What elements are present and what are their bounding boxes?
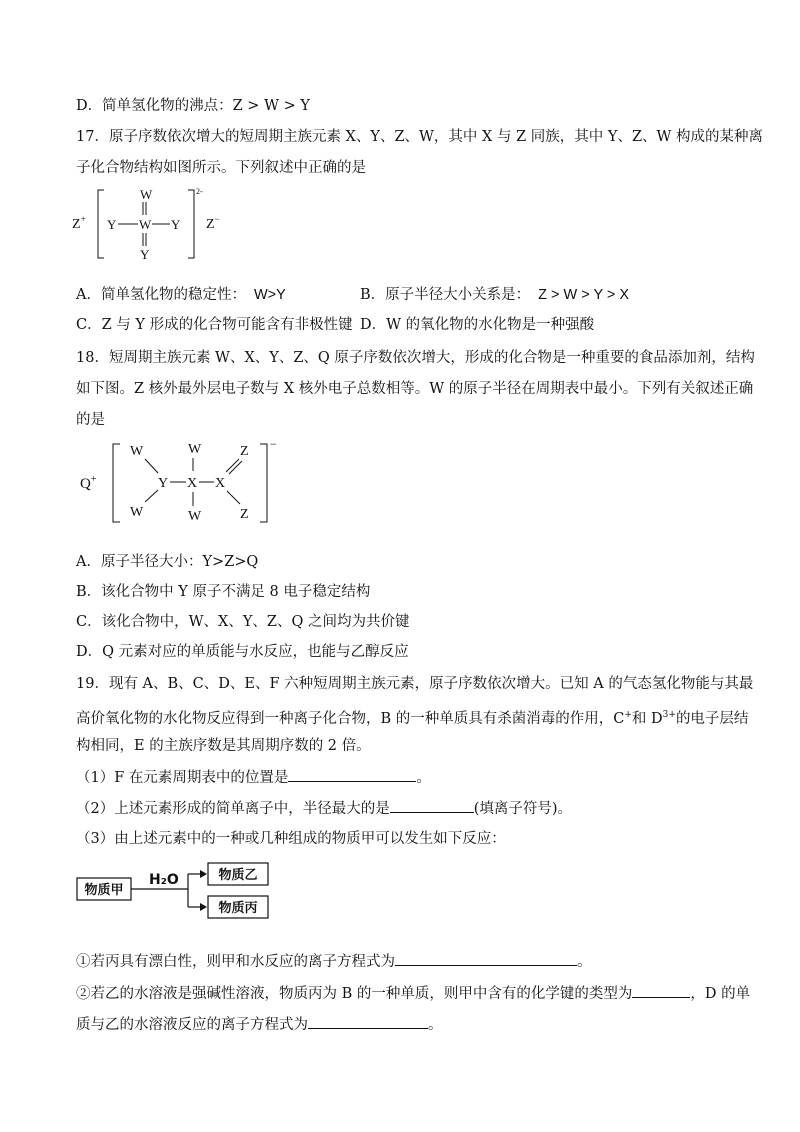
q19-answer-blank-1[interactable] [288,767,416,782]
q19-answer-blank-2[interactable] [390,798,474,813]
q18-option-a: A．原子半径大小：Y>Z>Q [76,554,259,570]
q19-stem-line2 [76,705,748,729]
q18-x-right: X [215,476,226,491]
q17-option-b-formula: Z > W > Y > X [538,287,630,303]
q19-answer-blank-4[interactable] [632,983,690,998]
q19-part3: （3）由上述元素中的一种或几种组成的物质甲可以发生如下反应： [76,831,506,847]
q18-structure-diagram [72,436,292,528]
q17-y-bottom: Y [140,247,150,262]
q18-w-bottom: W [188,509,202,524]
q18-w-upper-left: W [130,444,144,459]
q19-subpart3-text: 质与乙的水溶液反应的离子方程式为 [76,1017,308,1033]
q17-option-c: C．Z 与 Y 形成的化合物可能含有非极性键 [76,317,353,333]
q17-stem-line2: 子化合物结构如图所示。下列叙述中正确的是 [76,160,366,176]
prev-option-d: D．简单氢化物的沸点：Z > W > Y [76,98,310,114]
q18-option-d: D．Q 元素对应的单质能与水反应，也能与乙醇反应 [76,644,409,660]
q19-flow-output-1: 物质乙 [218,868,258,883]
q19-c-charge: + [624,710,632,720]
q18-stem-line2: 如下图。Z 核外最外层电子数与 X 核外电子总数相等。W 的原子半径在周期表中最小。下列有关叙述正确 [76,381,754,397]
q19-subpart3 [76,1014,443,1035]
q19-part1 [76,767,431,788]
q18-stem-line1: 18．短周期主族元素 W、X、Y、Z、Q 原子序数依次增大，形成的化合物是一种重要的食品添加剂，结构 [76,350,755,366]
q18-q-cation: Q+ [80,474,97,492]
q18-x-center: X [187,476,198,491]
q17-y-left: Y [107,217,117,232]
q18-anion-charge: − [270,437,277,451]
q17-anion-charge: 2- [196,187,203,196]
q17-w-top: W [140,187,153,202]
q18-w-top: W [188,442,202,457]
q18-option-c: C．该化合物中，W、X、Y、Z、Q 之间均为共价键 [76,614,410,630]
q17-option-a-formula: W>Y [253,287,286,303]
q17-option-b [360,285,629,305]
q19-stem-line2-part1: 高价氧化物的水化物反应得到一种离子化合物，B 的一种单质具有杀菌消毒的作用，C [76,710,625,727]
q19-subpart3-end: 。 [428,1017,443,1033]
q18-z-upper: Z [240,444,249,459]
q19-subpart2-mid: ，D 的单 [690,986,751,1002]
q19-part2-end: (填离子符号)。 [473,801,573,817]
q19-subpart1-text: ①若丙具有漂白性，则甲和水反应的离子方程式为 [76,954,395,970]
q17-y-right: Y [171,217,181,232]
q19-subpart1-end: 。 [577,954,592,970]
q19-subpart1 [76,951,592,972]
q19-answer-blank-5[interactable] [308,1014,428,1029]
q18-stem-line3: 的是 [76,412,105,428]
q19-stem-line3: 构相同，E 的主族序数是其周期序数的 2 倍。 [76,738,371,754]
q19-stem-line2-part2: 和 D [631,710,663,727]
q19-part2 [76,798,572,819]
q18-z-lower: Z [240,507,249,522]
q18-y-atom: Y [158,476,169,491]
q19-flow-output-2: 物质丙 [218,901,258,916]
q19-answer-blank-3[interactable] [395,951,577,966]
q19-flow-start-box: 物质甲 [84,883,124,898]
q17-stem-line1: 17．原子序数依次增大的短周期主族元素 X、Y、Z、W，其中 X 与 Z 同族，其中 Y、Z、W 构成的某种离 [76,129,764,145]
q19-stem-line2-part3: 的电子层结 [675,710,749,727]
q19-d-charge: 3+ [662,710,676,720]
q19-subpart2 [76,983,750,1004]
q18-w-lower-left: W [130,505,144,520]
q17-option-d: D．W 的氧化物的水化物是一种强酸 [360,317,595,333]
q19-subpart2-text: ②若乙的水溶液是强碱性溶液，物质丙为 B 的一种单质，则甲中含有的化学键的类型为 [76,986,633,1002]
q17-option-b-label: B．原子半径大小关系是： [360,287,531,303]
q19-flow-reagent: H₂O [149,872,179,888]
q17-option-a-label: A．简单氢化物的稳定性： [76,287,246,303]
q17-option-a [76,285,286,305]
q17-structure-diagram [60,182,260,264]
q19-reaction-flow-diagram [76,862,286,920]
q17-z-anion: Z− [206,214,220,232]
q19-stem-line1: 19．现有 A、B、C、D、E、F 六种短周期主族元素，原子序数依次增大。已知 A 的气态氢化物能与其最 [76,676,754,692]
q17-z-cation: Z+ [72,214,86,232]
q17-w-center: W [139,217,152,232]
q18-option-b: B．该化合物中 Y 原子不满足 8 电子稳定结构 [76,584,371,600]
q19-part2-text: （2）上述元素形成的简单离子中，半径最大的是 [76,801,390,817]
q19-part1-text: （1）F 在元素周期表中的位置是 [76,770,289,786]
q19-part1-end: 。 [416,770,431,786]
